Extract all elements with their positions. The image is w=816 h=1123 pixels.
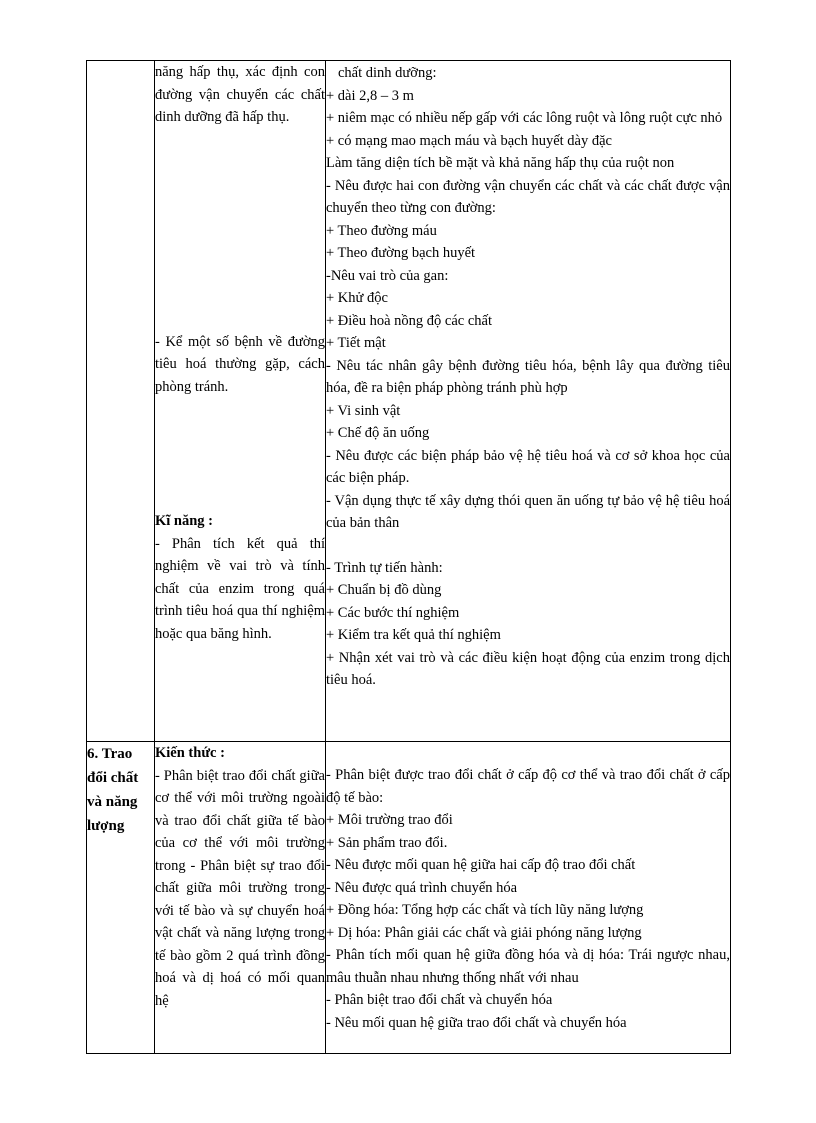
table-row: [87, 61, 731, 742]
detail-line: + Theo đường bạch huyết: [326, 245, 476, 261]
skills-heading: Kĩ năng :: [155, 513, 214, 529]
detail-line: + có mạng mao mạch máu và bạch huyết dày đặc: [326, 132, 612, 149]
requirement-cell: [155, 61, 326, 742]
detail-line: - Nêu được hai con đường vận chuyển các chất và các chất được vận chuyển theo từng con đường:: [326, 177, 730, 216]
detail-line: + Đồng hóa: Tổng hợp các chất và tích lũy năng lượng: [326, 902, 644, 918]
detail-line: + Các bước thí nghiệm: [326, 604, 460, 621]
detail-line: - Trình tự tiến hành:: [326, 559, 443, 576]
detail-line: + Môi trường trao đổi: [326, 812, 453, 828]
requirement-cell: [155, 742, 326, 1054]
requirement-text: - Kể một số bệnh về đường tiêu hoá thường gặp, cách phòng tránh.: [155, 333, 325, 395]
detail-line: - Nêu tác nhân gây bệnh đường tiêu hóa, bệnh lây qua đường tiêu hóa, đề ra biện pháp phòng tránh phù hợp: [326, 357, 730, 396]
detail-line: Làm tăng diện tích bề mặt và khả năng hấp thụ của ruột non: [326, 155, 675, 171]
detail-line: - Nêu mối quan hệ giữa trao đổi chất và chuyển hóa: [326, 1014, 627, 1031]
detail-line: + Nhận xét vai trò và các điều kiện hoạt động của enzim trong dịch tiêu hoá.: [326, 649, 730, 688]
detail-line: chất dinh dưỡng:: [338, 65, 437, 81]
detail-line: + Tiết mật: [326, 335, 386, 351]
detail-line: - Phân biệt trao đổi chất và chuyển hóa: [326, 992, 553, 1008]
topic-cell: [87, 61, 155, 742]
table-row: [87, 742, 731, 1054]
requirement-text: - Phân tích kết quả thí nghiệm về vai trò và tính chất của enzim trong quá trình tiêu hoá qua thí nghiệm hoặc qua băng hình.: [155, 535, 325, 642]
detail-line: - Nêu được quá trình chuyển hóa: [326, 879, 518, 896]
detail-line: + Điều hoà nồng độ các chất: [326, 312, 493, 329]
requirement-text: - Phân biệt trao đổi chất giữa cơ thể với môi trường ngoài và trao đổi chất giữa tế bào của cơ thể với môi trường trong - Phân biệt sự trao đổi chất giữa môi trường trong với tế bào và sự chuyển hoá vật chất và năng lượng trong tế bào gồm 2 quá trình đồng hoá và dị hoá có mối quan hệ: [155, 767, 325, 1009]
detail-cell: [326, 742, 731, 1054]
detail-cell: [326, 61, 731, 742]
detail-line: + Dị hóa: Phân giải các chất và giải phóng năng lượng: [326, 924, 642, 941]
topic-cell: [87, 742, 155, 1054]
detail-line: - Phân biệt được trao đổi chất ở cấp độ cơ thể và trao đổi chất ở cấp độ tế bào:: [326, 767, 730, 806]
detail-line: + Kiểm tra kết quả thí nghiệm: [326, 627, 501, 643]
detail-line: - Vận dụng thực tế xây dựng thói quen ăn uống tự bảo vệ hệ tiêu hoá của bản thân: [326, 492, 730, 531]
requirement-text: năng hấp thụ, xác định con đường vận chuyển các chất dinh dưỡng đã hấp thụ.: [155, 64, 325, 125]
detail-line: - Phân tích mối quan hệ giữa đồng hóa và dị hóa: Trái ngược nhau, mâu thuẫn nhau nhưng thống nhất với nhau: [326, 947, 730, 986]
detail-line: - Nêu được mối quan hệ giữa hai cấp độ trao đổi chất: [326, 857, 636, 873]
topic-title: 6. Trao đổi chất và năng lượng: [87, 746, 139, 834]
detail-line: + Chuẩn bị đồ dùng: [326, 582, 442, 598]
detail-line: + dài 2,8 – 3 m: [326, 87, 414, 104]
detail-line: - Nêu được các biện pháp bảo vệ hệ tiêu hoá và cơ sở khoa học của các biện pháp.: [326, 447, 730, 486]
detail-line: + Khử độc: [326, 290, 388, 306]
detail-line: + Sản phẩm trao đổi.: [326, 834, 448, 851]
detail-line: + Vi sinh vật: [326, 402, 401, 419]
detail-line: + niêm mạc có nhiều nếp gấp với các lông ruột và lông ruột cực nhỏ: [326, 110, 723, 126]
knowledge-heading: Kiến thức :: [155, 745, 225, 761]
detail-line: + Chế độ ăn uống: [326, 425, 430, 441]
curriculum-table: [86, 60, 731, 1054]
detail-line: + Theo đường máu: [326, 222, 437, 239]
detail-line: -Nêu vai trò của gan:: [326, 267, 449, 284]
